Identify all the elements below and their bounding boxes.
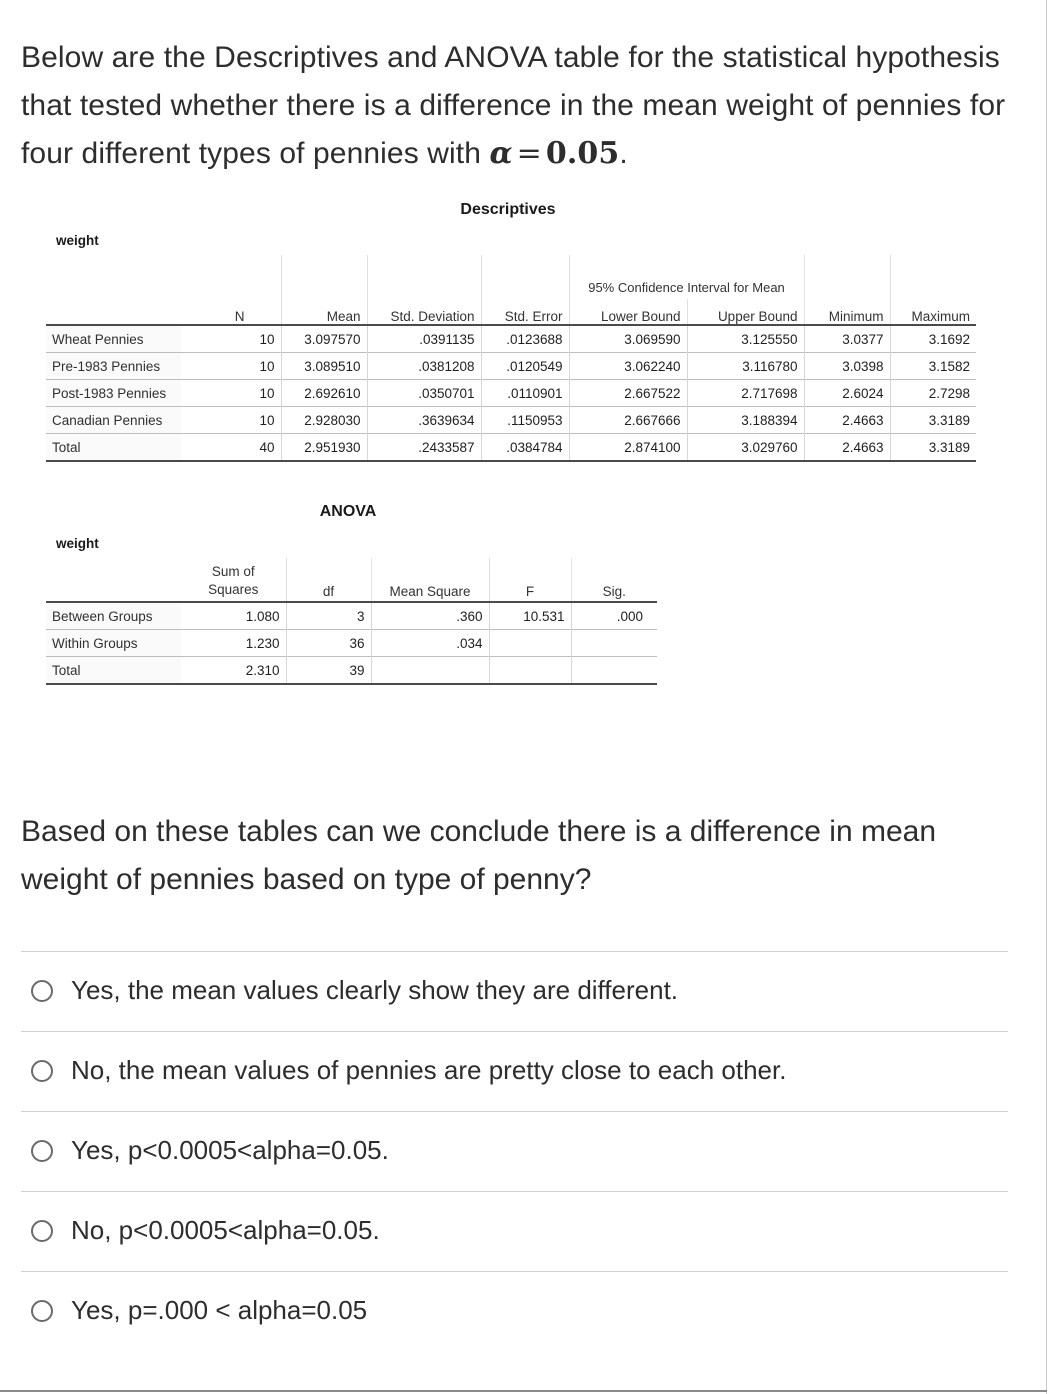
table-cell: 2.667666 xyxy=(569,407,687,434)
table-cell: 3.116780 xyxy=(687,353,804,380)
descriptives-table xyxy=(46,255,976,462)
row-label: Total xyxy=(46,657,181,685)
table-cell: 2.874100 xyxy=(569,434,687,462)
table-cell: 3.3189 xyxy=(890,434,976,462)
table-cell xyxy=(571,657,657,685)
col-header: Sig. xyxy=(571,558,657,602)
alpha-value: 0.05 xyxy=(545,136,620,171)
table-cell: 3.3189 xyxy=(890,407,976,434)
table-cell: .0120549 xyxy=(481,353,569,380)
row-label: Post-1983 Pennies xyxy=(46,380,181,407)
col-header: Mean xyxy=(281,299,367,325)
table-row xyxy=(46,630,657,657)
question-intro xyxy=(21,34,1031,178)
table-row xyxy=(46,353,976,380)
radio-button-icon[interactable] xyxy=(31,1220,53,1242)
table-cell: .0110901 xyxy=(481,380,569,407)
table-cell: 39 xyxy=(286,657,371,685)
table-cell: 10 xyxy=(181,325,281,353)
table-row xyxy=(46,325,976,353)
table-cell: 2.4663 xyxy=(804,407,890,434)
question-prompt: Based on these tables can we conclude there is a difference in mean weight of pennies based on type of penny? xyxy=(21,815,937,896)
table-cell: 3.125550 xyxy=(687,325,804,353)
table-cell: .2433587 xyxy=(367,434,481,462)
answer-options xyxy=(21,951,1008,1351)
table-cell: 2.310 xyxy=(181,657,286,685)
option-label[interactable]: Yes, p=.000 < alpha=0.05 xyxy=(71,1295,368,1325)
option-label[interactable]: No, the mean values of pennies are pretty close to each other. xyxy=(71,1055,787,1085)
table-cell: 3.089510 xyxy=(281,353,367,380)
answer-option-1[interactable] xyxy=(21,951,1008,1031)
table-cell: .1150953 xyxy=(481,407,569,434)
table-cell: .0384784 xyxy=(481,434,569,462)
col-header: df xyxy=(286,558,371,602)
table-row xyxy=(46,407,976,434)
intro-end: . xyxy=(619,137,628,170)
table-cell: 3 xyxy=(286,602,371,630)
table-cell: .034 xyxy=(371,630,489,657)
col-header: Std. Error xyxy=(481,299,569,325)
table-cell: 3.1582 xyxy=(890,353,976,380)
right-border xyxy=(1046,0,1047,1394)
table-cell: 3.1692 xyxy=(890,325,976,353)
table-cell: 36 xyxy=(286,630,371,657)
table-cell: 3.0377 xyxy=(804,325,890,353)
answer-option-2[interactable] xyxy=(21,1031,1008,1111)
table-row xyxy=(46,657,657,685)
table-cell: 10 xyxy=(181,380,281,407)
table-cell: .0350701 xyxy=(367,380,481,407)
row-label: Total xyxy=(46,434,181,462)
table-cell xyxy=(489,630,571,657)
equals-sign: = xyxy=(516,136,542,171)
table-cell: .000 xyxy=(571,602,657,630)
col-header: N xyxy=(234,309,245,324)
descriptives-title: Descriptives xyxy=(460,201,556,218)
table-cell: 10 xyxy=(181,407,281,434)
table-cell: .360 xyxy=(371,602,489,630)
table-cell: 1.230 xyxy=(181,630,286,657)
table-cell: 40 xyxy=(181,434,281,462)
option-label[interactable]: Yes, p<0.0005<alpha=0.05. xyxy=(71,1135,389,1165)
col-header: Mean Square xyxy=(371,558,489,602)
table-cell xyxy=(489,657,571,685)
answer-option-3[interactable] xyxy=(21,1111,1008,1191)
table-row xyxy=(46,602,657,630)
table-row xyxy=(46,380,976,407)
answer-option-5[interactable] xyxy=(21,1271,1008,1351)
col-header: Lower Bound xyxy=(569,299,687,325)
table-cell: 2.6024 xyxy=(804,380,890,407)
table-cell: .0381208 xyxy=(367,353,481,380)
table-cell: 2.717698 xyxy=(687,380,804,407)
radio-button-icon[interactable] xyxy=(31,1060,53,1082)
table-cell: .0123688 xyxy=(481,325,569,353)
descriptives-variable: weight xyxy=(56,233,99,248)
ci-header: 95% Confidence Interval for Mean xyxy=(569,255,804,299)
col-header: F xyxy=(489,558,571,602)
table-cell xyxy=(571,630,657,657)
answer-option-4[interactable] xyxy=(21,1191,1008,1271)
col-header: Sum of Squares xyxy=(208,564,259,597)
intro-text: Below are the Descriptives and ANOVA table for the statistical hypothesis that tested whether there is a difference in the mean weight of pennies for four different types of pennies with xyxy=(21,41,1006,170)
table-cell: 2.667522 xyxy=(569,380,687,407)
col-header: Maximum xyxy=(890,299,976,325)
table-cell: 2.7298 xyxy=(890,380,976,407)
anova-title: ANOVA xyxy=(319,503,377,520)
alpha-symbol: α xyxy=(489,136,513,171)
option-label[interactable]: No, p<0.0005<alpha=0.05. xyxy=(71,1215,380,1245)
row-label: Canadian Pennies xyxy=(46,407,181,434)
anova-variable: weight xyxy=(56,536,99,551)
table-cell: 1.080 xyxy=(181,602,286,630)
table-cell: 2.692610 xyxy=(281,380,367,407)
bottom-border xyxy=(0,1390,1047,1392)
col-header: Std. Deviation xyxy=(367,299,481,325)
table-cell: .3639634 xyxy=(367,407,481,434)
anova-table xyxy=(46,558,657,685)
table-cell: 2.928030 xyxy=(281,407,367,434)
table-cell xyxy=(371,657,489,685)
row-label: Between Groups xyxy=(46,602,181,630)
col-header: Upper Bound xyxy=(687,299,804,325)
table-cell: .0391135 xyxy=(367,325,481,353)
table-cell: 3.062240 xyxy=(569,353,687,380)
table-cell: 3.097570 xyxy=(281,325,367,353)
table-cell: 3.188394 xyxy=(687,407,804,434)
col-header: Minimum xyxy=(804,299,890,325)
table-cell: 3.029760 xyxy=(687,434,804,462)
table-cell: 10.531 xyxy=(489,602,571,630)
row-label: Wheat Pennies xyxy=(46,325,181,353)
anova-header-row xyxy=(46,558,657,602)
radio-button-icon[interactable] xyxy=(31,980,53,1002)
descriptives-header-row xyxy=(46,299,976,325)
radio-button-icon[interactable] xyxy=(31,1140,53,1162)
radio-button-icon[interactable] xyxy=(31,1300,53,1322)
option-label[interactable]: Yes, the mean values clearly show they are different. xyxy=(71,975,679,1005)
table-row xyxy=(46,434,976,462)
row-label: Pre-1983 Pennies xyxy=(46,353,181,380)
table-cell: 2.951930 xyxy=(281,434,367,462)
table-cell: 2.4663 xyxy=(804,434,890,462)
table-cell: 3.069590 xyxy=(569,325,687,353)
table-cell: 3.0398 xyxy=(804,353,890,380)
table-cell: 10 xyxy=(181,353,281,380)
row-label: Within Groups xyxy=(46,630,181,657)
